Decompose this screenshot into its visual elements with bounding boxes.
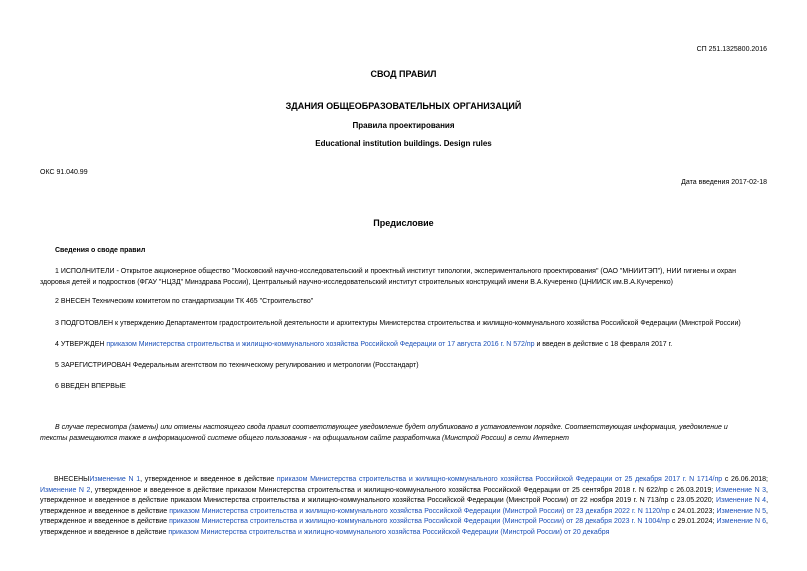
amendment-1-order-link[interactable]: приказом Министерства строительства и жилищно-коммунального хозяйства Российской Федерации от 25 декабря 2017 г. N 1714/пр (276, 476, 723, 483)
doc-type-title: СВОД ПРАВИЛ (370, 69, 437, 79)
item-3: 3 ПОДГОТОВЛЕН к утверждению Департаментом градостроительной деятельности и архитектуры Министерства строительства и жилищно-коммунального хозяйства Российской Федерации (Минстрой России) (55, 320, 741, 327)
intro-date: Дата введения 2017-02-18 (681, 179, 767, 186)
item-4-order-link[interactable]: приказом Министерства строительства и жилищно-коммунального хозяйства Российской Федерации от 17 августа 2016 г. N 572/пр (106, 341, 535, 348)
revision-text: с 24.01.2023; (669, 507, 717, 515)
amendment-3-link[interactable]: Изменение N 3 (715, 486, 767, 494)
revision-text: , утвержденное и введенное в действие приказом Министерства строительства и жилищно-коммунального хозяйства Российской Федерации от 25 сентября 2018 г. N 622/пр с 26.03.2019; (90, 486, 716, 494)
item-5: 5 ЗАРЕГИСТРИРОВАН Федеральным агентством по техническому регулированию и метрологии (Росстандарт) (55, 362, 419, 369)
amendment-6-link[interactable]: Изменение N 6 (716, 518, 767, 525)
revision-text: , утвержденное и введенное в действие приказом Министерства строительства и жилищно-коммунального хозяйства Российской Федерации (Минстрой России) от 22 ноября 2019 г. N 713/пр с 23.05.2020; (40, 486, 768, 504)
doc-subtitle: Правила проектирования (352, 121, 455, 130)
notice-line-2: тексты размещаются также в информационной системе общего пользования - на официальном сайте разработчика (Минстрой России) в сети Интернет (40, 435, 569, 442)
preface-title: Предисловие (373, 218, 434, 228)
amendment-6-order-link[interactable]: приказом Министерства строительства и жилищно-коммунального хозяйства Российской Федерации (Минстрой России) от 20 декабря (168, 528, 610, 536)
revision-text: , утвержденное и введенное в действие (140, 476, 277, 483)
amendment-5-order-link[interactable]: приказом Министерства строительства и жилищно-коммунального хозяйства Российской Федерации (Минстрой России) от 28 декабря 2023 г. N 1004/пр (169, 518, 670, 525)
item-1-line-2: здоровья детей и подростков (ФГАУ "НЦЗД" Минздрава России), Центральный научно-исследовательский институт строительных конструкций имени В.А.Кучеренко (ЦНИИСК им.В.А.Кучеренко) (40, 279, 674, 286)
info-heading: Сведения о своде правил (55, 247, 146, 254)
amendment-4-order-link[interactable]: приказом Министерства строительства и жилищно-коммунального хозяйства Российской Федерации (Минстрой России) от 23 декабря 2022 г. N 1120/пр (169, 507, 670, 515)
item-1-line-1: 1 ИСПОЛНИТЕЛИ - Открытое акционерное общество "Московский научно-исследовательский и проектный институт типологии, экспериментального проектирования" (ОАО "МНИИТЭП"), НИИ гигиены и охран (55, 268, 736, 275)
amendment-5-link[interactable]: Изменение N 5 (716, 507, 767, 515)
revisions-paragraph (40, 475, 768, 538)
item-4-prefix: 4 УТВЕРЖДЕН (55, 341, 107, 348)
item-4 (55, 341, 672, 348)
revision-text: с 26.06.2018; (722, 476, 769, 483)
doc-main-title: ЗДАНИЯ ОБЩЕОБРАЗОВАТЕЛЬНЫХ ОРГАНИЗАЦИЙ (285, 101, 522, 111)
revision-text: с 29.01.2024; (669, 518, 717, 525)
item-6: 6 ВВЕДЕН ВПЕРВЫЕ (55, 383, 126, 390)
item-2: 2 ВНЕСЕН Техническим комитетом по стандартизации ТК 465 "Строительство" (55, 298, 314, 305)
revisions-label: ВНЕСЕНЫ (54, 476, 90, 483)
amendment-1-link[interactable]: Изменение N 1 (89, 476, 141, 483)
document-code: СП 251.1325800.2016 (696, 46, 767, 53)
revision-text: , утвержденное и введенное в действие (40, 518, 768, 536)
revision-text: , утвержденное и введенное в действие (40, 497, 769, 515)
amendment-2-link[interactable]: Изменение N 2 (40, 486, 91, 494)
revision-text: , утвержденное и введенное в действие (40, 507, 768, 525)
doc-english-title: Educational institution buildings. Design rules (315, 139, 492, 148)
amendment-4-link[interactable]: Изменение N 4 (715, 497, 767, 504)
item-4-suffix: и введен в действие с 18 февраля 2017 г. (534, 341, 673, 348)
notice-line-1: В случае пересмотра (замены) или отмены настоящего свода правил соответствующее уведомление будет опубликовано в установленном порядке. Соответствующая информация, уведомление и (55, 424, 728, 431)
oks-code: ОКС 91.040.99 (40, 169, 88, 176)
